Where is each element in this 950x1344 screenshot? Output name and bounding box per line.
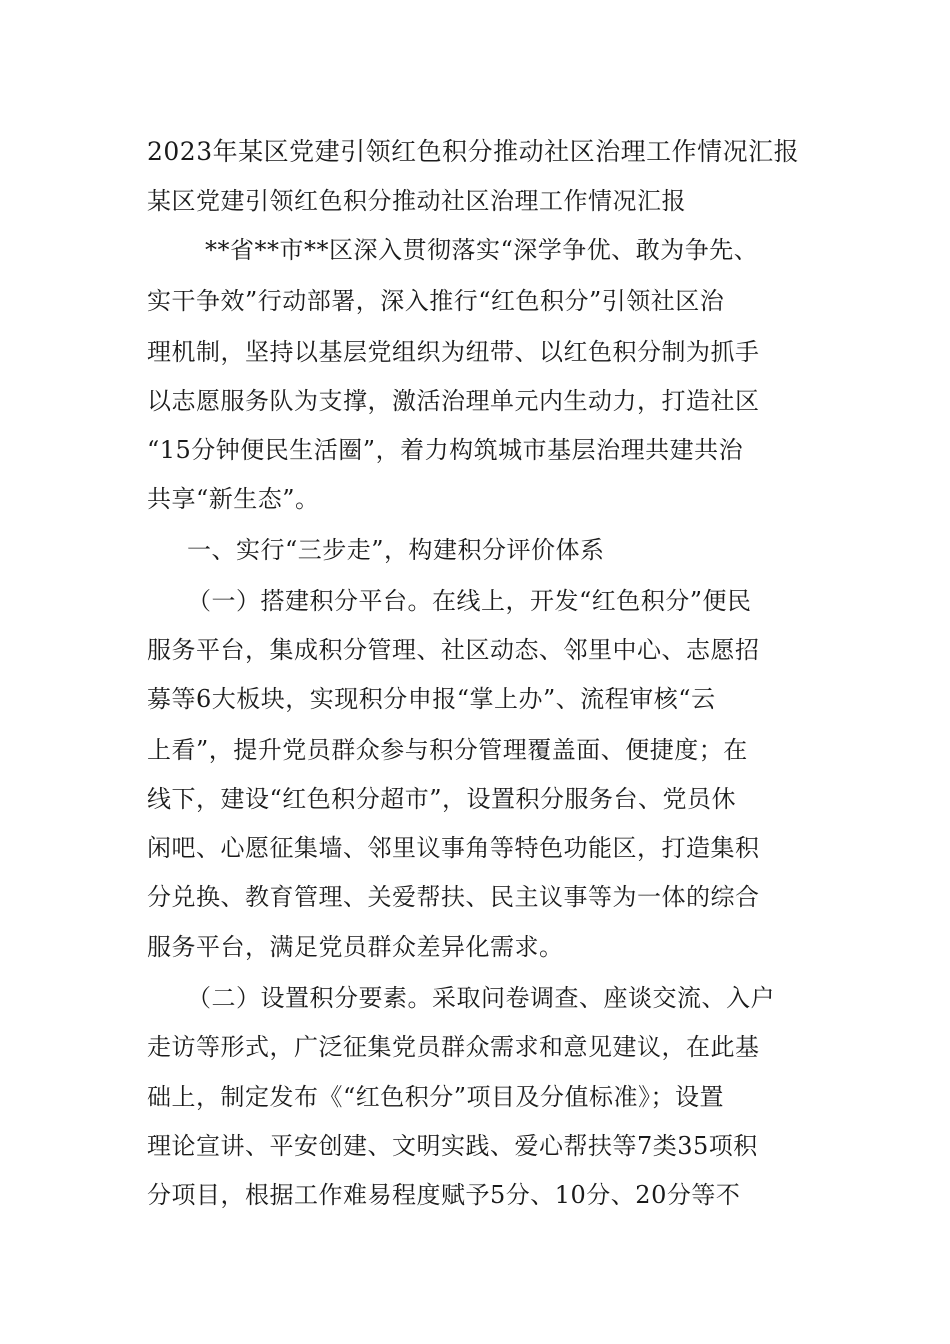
paragraph-line: （一）搭建积分平台。在线上，开发“红色积分”便民: [187, 587, 752, 615]
paragraph-line: 服务平台，集成积分管理、社区动态、邻里中心、志愿招: [147, 636, 760, 664]
paragraph-line: 分项目，根据工作难易程度赋予5分、10分、20分等不: [147, 1181, 741, 1209]
paragraph-line: 线下，建设“红色积分超市”，设置积分服务台、党员休: [147, 785, 737, 813]
intro-line: 共享“新生态”。: [147, 485, 320, 513]
section-heading: 一、实行“三步走”，构建积分评价体系: [187, 536, 605, 564]
paragraph-line: （二）设置积分要素。采取问卷调查、座谈交流、入户: [187, 984, 775, 1012]
document-title: 2023年某区党建引领红色积分推动社区治理工作情况汇报: [147, 137, 800, 166]
paragraph-line: 走访等形式，广泛征集党员群众需求和意见建议，在此基: [147, 1033, 760, 1061]
intro-line: 理机制，坚持以基层党组织为纽带、以红色积分制为抓手: [147, 338, 760, 366]
intro-line: **省**市**区深入贯彻落实“深学争优、敢为争先、: [205, 236, 759, 264]
intro-line: 以志愿服务队为支撑，激活治理单元内生动力，打造社区: [147, 387, 760, 415]
intro-line: 实干争效”行动部署，深入推行“红色积分”引领社区治: [147, 287, 725, 315]
document-subtitle: 某区党建引领红色积分推动社区治理工作情况汇报: [147, 187, 686, 215]
paragraph-line: 募等6大板块，实现积分申报“掌上办”、流程审核“云: [147, 685, 716, 713]
paragraph-line: 分兑换、教育管理、关爱帮扶、民主议事等为一体的综合: [147, 883, 760, 911]
paragraph-line: 上看”，提升党员群众参与积分管理覆盖面、便捷度；在: [147, 736, 748, 764]
paragraph-line: 理论宣讲、平安创建、文明实践、爱心帮扶等7类35项积: [147, 1132, 758, 1160]
paragraph-line: 闲吧、心愿征集墙、邻里议事角等特色功能区，打造集积: [147, 834, 760, 862]
paragraph-line: 础上，制定发布《“红色积分”项目及分值标准》；设置: [147, 1083, 725, 1111]
paragraph-line: 服务平台，满足党员群众差异化需求。: [147, 933, 564, 961]
intro-line: “15分钟便民生活圈”，着力构筑城市基层治理共建共治: [147, 436, 744, 464]
